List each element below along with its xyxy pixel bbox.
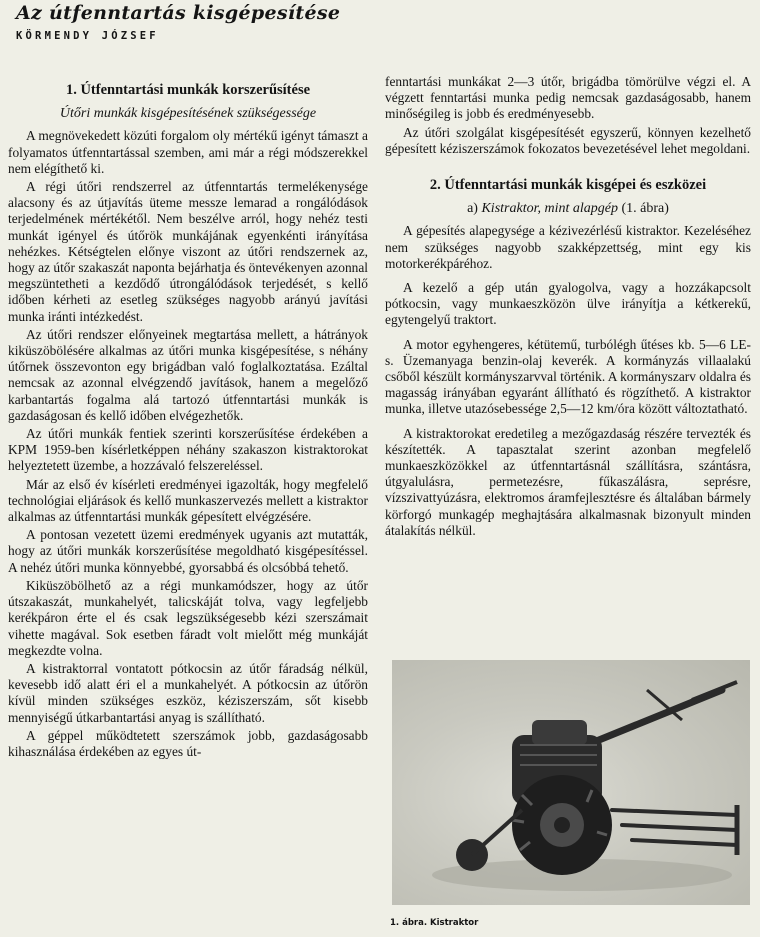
paragraph-continuation: fenntartási munkákat 2—3 útőr, brigádba tömörülve végzi el. A végzett fenntartási munka pedig nemcsak gazdaságosabb, hanem minőségileg is jobb és eredményesebb. <box>385 74 751 122</box>
paragraph: A géppel működtetett szerszámok jobb, gazdaságosabb kihasználása érdekében az egyes út- <box>8 727 368 759</box>
subheading-italic: Kistraktor, mint alapgép <box>481 201 618 217</box>
tractor-illustration <box>392 660 750 905</box>
paragraph: Az útőri szolgálat kisgépesítését egyszerű, könnyen kezelhető gépesített kéziszerszámok fokozatos bevezetésével lehet megoldani. <box>385 124 751 156</box>
paragraph: A régi útőri rendszerrel az útfenntartás termelékenysége alacsony és az útjavítás üteme messze lemarad a rongálódások terjedelmének mértékétől. Nem beszélve arról, hogy nehéz testi munkát igényel és útőrök munkájának egyenkénti irányítása nehézkes. Kétségtelen előnye viszont az útőri rendszernek az, hogy az útőr szakaszát naponta bejárhatja és öntevékenyen azonnal megszüntetheti a kezdődő útrongálódások terjedését, s kellő időben kérheti az esetleg szükséges nagyobb arányú javítási munka iránti intézkedést. <box>8 179 368 324</box>
paragraph: A gépesítés alapegysége a kézivezérlésű kistraktor. Kezeléséhez nem szükséges nagyobb szakképzettség, mint egy kis motorkerékpáréhoz. <box>385 223 751 271</box>
article-title: Az útfenntartás kisgépesítése <box>16 2 341 24</box>
paragraph: A megnövekedett közúti forgalom oly mértékű igényt támaszt a folyamatos útfenntartással szemben, ami már a régi módszerekkel nem elégíthető ki. <box>8 128 368 176</box>
paragraph: A kezelő a gép után gyalogolva, vagy a hozzákapcsolt pótkocsin, vagy munkaeszközön ülve irányítja a kétkerekű, egytengelyű traktort. <box>385 280 751 328</box>
figure-caption: 1. ábra. Kistraktor <box>390 918 479 928</box>
paragraph: A pontosan vezetett üzemi eredmények ugyanis azt mutatták, hogy az útőri munkák korszerűsítése megoldható kisgépesítéssel. A nehéz útőri munka könnyebbé, gyorsabbá és olcsóbbá tehető. <box>8 527 368 575</box>
paragraph: Kiküszöbölhető az a régi munkamódszer, hogy az útőr útszakaszát, munkahelyét, talicskáját tolva, vagy legfeljebb kerékpáron érte el és csak legszükségesebb kézi szerszámait vihette magával. Sok esetben fáradt volt mielőtt még munkáját megkezdte volna. <box>8 577 368 658</box>
kistraktor-photo <box>392 660 750 905</box>
left-column <box>8 72 368 762</box>
paragraph: Az útőri rendszer előnyeinek megtartása mellett, a hátrányok kiküszöbölésére alkalmas az útőri munka kisgépesítése, s néhány útőrnek összevonton egy brigádban való foglalkoztatása. Ezáltal nemcsak az azonnal elvégzendő javítások, hanem a megelőző karbantartás fogalma alá tartozó útfenntartási munkák is gazdaságosan és kellő időben elvégezhetők. <box>8 326 368 423</box>
paragraph: Már az első év kísérleti eredményei igazolták, hogy megfelelő technológiai eljárások és kellő munkaszervezés mellett a kistraktor alkalmas az útfenntartási munkák gépesített elvégzésére. <box>8 476 368 525</box>
right-column <box>385 74 751 541</box>
subsection-heading <box>385 201 751 217</box>
subsection-heading: Útőri munkák kisgépesítésének szükségessége <box>59 106 317 122</box>
paragraph: A motor egyhengeres, kétütemű, turbólégh űtéses kb. 5—6 LE-s. Üzemanyaga benzin-olaj keverék. A kormányzás villaalakú csőből készült kormányszarvval történik. A kormányszarv oldalra és magasság irányában egyaránt állítható és rögzíthető. A kistraktor munka, illetve utazósebessége 2,5—12 km/óra között változtatható. <box>385 336 751 417</box>
subheading-suffix: (1. ábra) <box>617 201 669 217</box>
paragraph: A kistraktorral vontatott pótkocsin az útőr fáradság nélkül, kevesebb idő alatt éri el a munkahelyét. A pótkocsin az útőrön kívül minden szükséges eszköz, kéziszerszám, sőt kisebb mennyiségű útkarbantartási anyag is szállítható. <box>8 660 368 725</box>
section-1-heading: 1. Útfenntartási munkák korszerűsítése <box>65 82 311 98</box>
subheading-prefix: a) <box>467 201 482 217</box>
article-author: KÖRMENDY JÓZSEF <box>16 30 159 42</box>
paragraph: Az útőri munkák fentiek szerinti korszerűsítése érdekében a KPM 1959-ben kísérletképpen néhány szakaszon kistraktorokat helyeztetett üzembe, a hozzávaló felszereléssel. <box>8 426 368 474</box>
section-2-heading: 2. Útfenntartási munkák kisgépei és eszközei <box>429 177 707 194</box>
paragraph: A kistraktorokat eredetileg a mezőgazdaság részére tervezték és készítették. A tapasztalat szerint azonban megfelelő munkaeszközökkel az útfenntartásnál szállításra, szántásra, útgyalulásra, permetezésre, fűkaszálásra, seprésre, vízszivattyúzásra, elektromos áramfejlesztésre és általában bármely körforgó munkagép meghajtására alkalmasnak bizonyult minden átalakítás nélkül. <box>385 425 751 538</box>
